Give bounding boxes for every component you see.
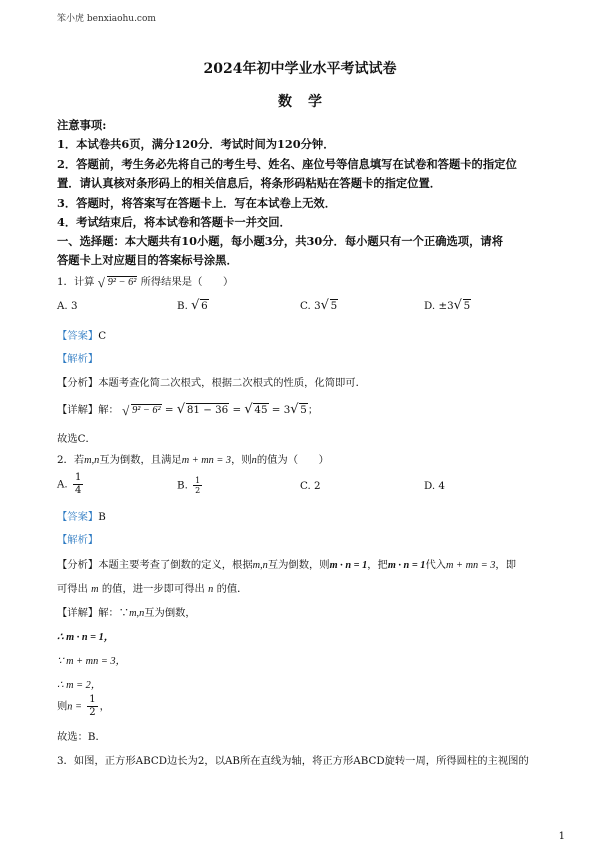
- q2-option-d: D. 4: [424, 480, 445, 492]
- notice-heading: 注意事项:: [57, 118, 107, 132]
- q1-xiangjie: 【详解】解： √ 9² − 6² = √ 81 − 36 = √ 45 = 3√ 5；: [57, 401, 318, 416]
- notice-item-1: 1．本试卷共6页，满分120分．考试时间为120分钟．: [57, 137, 335, 151]
- q1-radical: √ 9² − 6²: [98, 277, 138, 288]
- notice-item-2-cont: 置．请认真核对条形码上的相关信息后，将条形码粘贴在答题卡的指定位置．: [57, 176, 442, 190]
- q1-option-a: A. 3: [57, 300, 78, 312]
- q2-option-a: A. $\frac{1}{4}$: [57, 472, 82, 496]
- q2-step-2: ∵ m + mn = 3，: [57, 656, 126, 667]
- q1-analysis-tag: 【解析】: [57, 353, 99, 365]
- q2-stem: 2．若m,n互为倒数，且满足m + mn = 3，则n的值为（ ）: [57, 454, 329, 466]
- section-heading: 一、选择题：本大题共有10小题，每小题3分，共30分．每小题只有一个正确选项，请将: [57, 234, 503, 248]
- q1-option-b: B. √ 6: [177, 300, 209, 312]
- q1-option-d: D. ±3√ 5: [424, 300, 471, 312]
- q3-stem: 3．如图，正方形ABCD边长为2，以AB所在直线为轴，将正方形ABCD旋转一周，所得圆柱的主视图的: [57, 755, 529, 767]
- q2-step-3: ∴ m = 2，: [57, 680, 102, 691]
- q1-answer: 【答案】C: [57, 330, 107, 342]
- header-site: 笨小虎 benxiaohu.com: [57, 14, 156, 24]
- notice-item-4: 4．考试结束后，将本试卷和答题卡一并交回．: [57, 215, 291, 229]
- q2-answer: 【答案】B: [57, 511, 106, 523]
- q2-fenxi-line2: 可得出 m 的值，进一步即可得出 n 的值．: [57, 583, 248, 595]
- q2-step-1: ∴ m · n = 1，: [57, 632, 115, 643]
- q1-fenxi: 【分析】本题考查化简二次根式，根据二次根式的性质，化简即可．: [57, 377, 366, 389]
- q2-option-b: B. $\frac{1}{2}$: [177, 476, 201, 495]
- q2-fenxi-line1: 【分析】本题主要考查了倒数的定义，根据m,n互为倒数，则m · n = 1，把m · n = 1代入m + mn = 3，即: [57, 559, 516, 571]
- exam-title: 2024年初中学业水平考试试卷: [203, 61, 397, 77]
- q2-conclusion: 故选：B．: [57, 731, 106, 743]
- q2-option-c: C. 2: [300, 480, 321, 492]
- section-heading-cont: 答题卡上对应题目的答案标号涂黑．: [57, 253, 238, 267]
- q1-stem: 1．计算 √ 9² − 6² 所得结果是（ ）: [57, 273, 233, 288]
- notice-item-3: 3．答题时，将答案写在答题卡上．写在本试卷上无效．: [57, 196, 336, 210]
- q2-step-4: 则n = $\frac{1}{2}$ ，: [57, 694, 110, 718]
- notice-item-2: 2．答题前，考生务必先将自己的考生号、姓名、座位号等信息填写在试卷和答题卡的指定位: [57, 157, 517, 171]
- q1-option-c: C. 3√ 5: [300, 300, 338, 312]
- subject-title: 数学: [278, 94, 338, 110]
- page-number: 1: [558, 831, 565, 842]
- q2-analysis-tag: 【解析】: [57, 534, 99, 546]
- q1-conclusion: 故选C．: [57, 433, 96, 445]
- q2-xiangjie: 【详解】解：∵m,n互为倒数，: [57, 607, 196, 619]
